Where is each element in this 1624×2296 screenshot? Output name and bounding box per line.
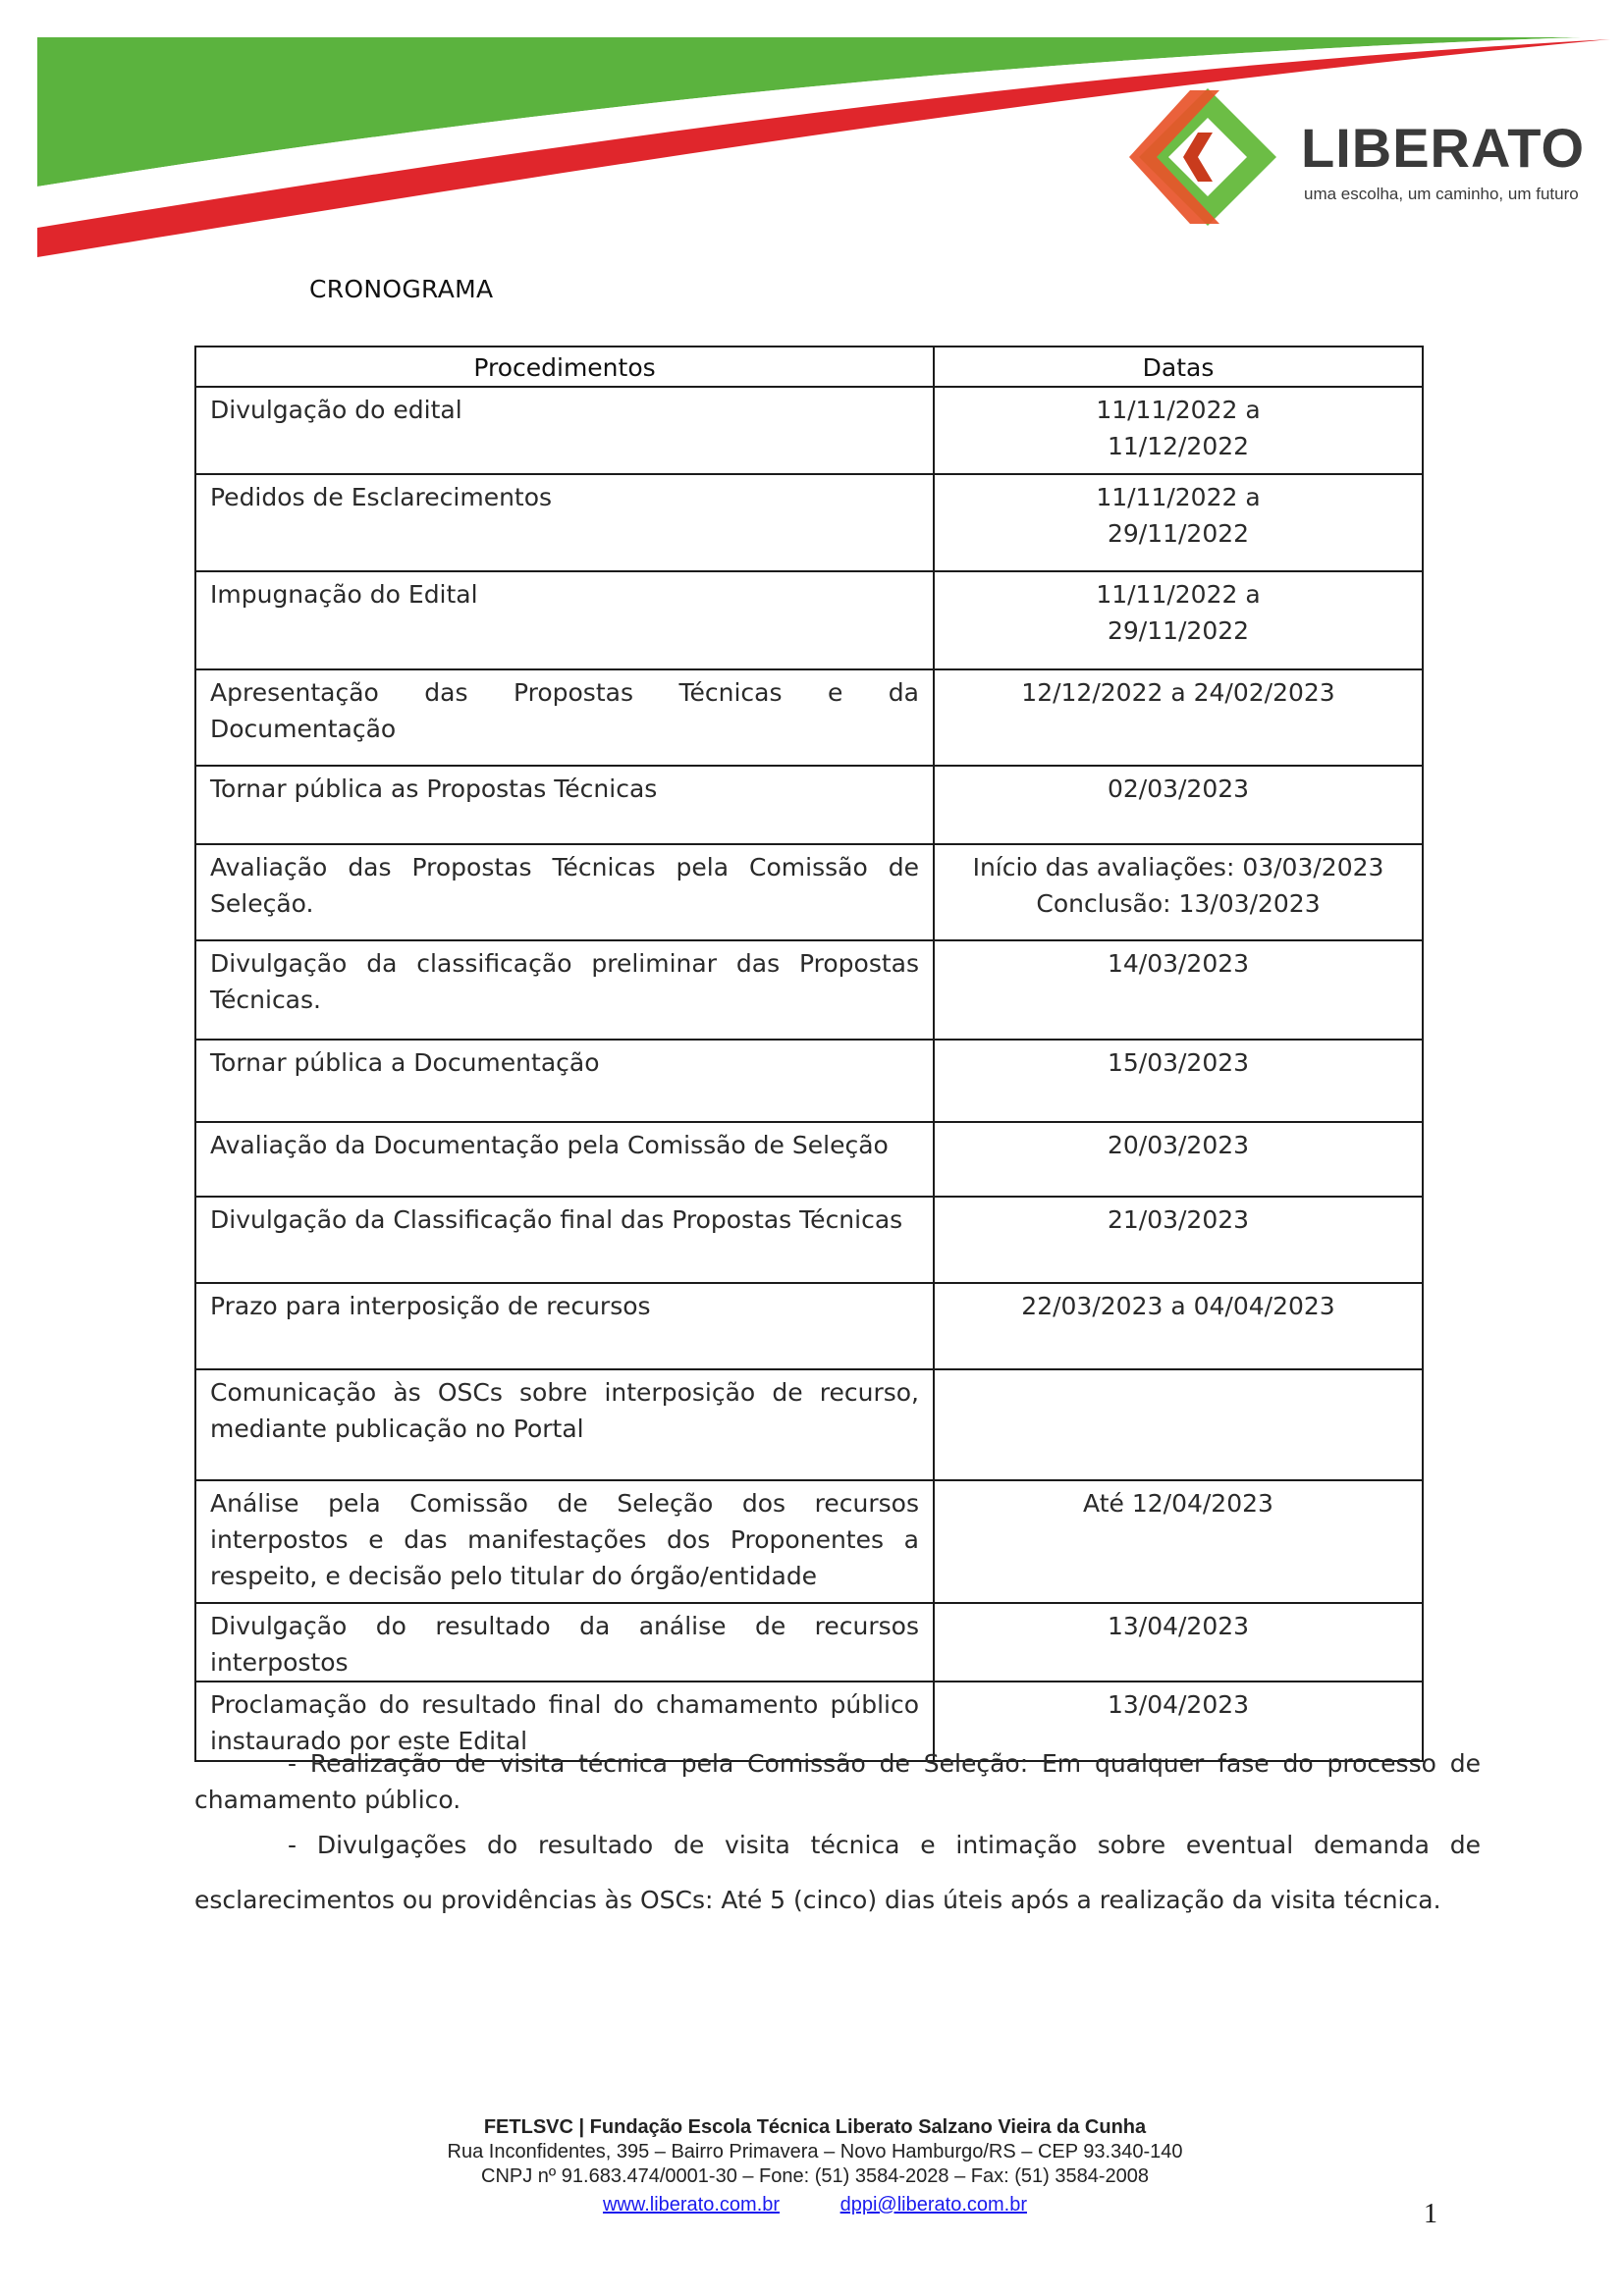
page-number: 1	[1424, 2199, 1437, 2229]
table-row	[195, 387, 1423, 474]
footer-contact: CNPJ nº 91.683.474/0001-30 – Fone: (51) 3584-2028 – Fax: (51) 3584-2008	[481, 2165, 1149, 2187]
table-row	[195, 1369, 1423, 1480]
procedure-cell: Avaliação da Documentação pela Comissão de Seleção	[195, 1122, 934, 1197]
procedure-cell: Tornar pública as Propostas Técnicas	[195, 766, 934, 844]
date-cell: 13/04/2023	[934, 1682, 1423, 1761]
procedure-cell: Comunicação às OSCs sobre interposição de recurso, mediante publicação no Portal	[195, 1369, 934, 1480]
procedure-cell: Avaliação das Propostas Técnicas pela Comissão de Seleção.	[195, 844, 934, 940]
date-cell: 21/03/2023	[934, 1197, 1423, 1283]
procedure-cell: Proclamação do resultado final do chamamento público instaurado por este Edital	[195, 1682, 934, 1761]
note-technical-visit: - Realização de visita técnica pela Comissão de Seleção: Em qualquer fase do processo de chamamento público.	[194, 1749, 1481, 1814]
date-cell: 02/03/2023	[934, 766, 1423, 844]
schedule-table	[194, 346, 1424, 1762]
procedure-cell: Tornar pública a Documentação	[195, 1040, 934, 1122]
date-cell: 22/03/2023 a 04/04/2023	[934, 1283, 1423, 1369]
table-row	[195, 1040, 1423, 1122]
date-cell: Até 12/04/2023	[934, 1480, 1423, 1603]
procedure-cell: Análise pela Comissão de Seleção dos recursos interpostos e das manifestações dos Proponentes a respeito, e decisão pelo titular do órgão/entidade	[195, 1480, 934, 1603]
table-row	[195, 1480, 1423, 1603]
table-row	[195, 940, 1423, 1040]
table-row	[195, 1197, 1423, 1283]
procedure-cell: Impugnação do Edital	[195, 571, 934, 669]
procedure-cell: Divulgação do edital	[195, 387, 934, 474]
table-row	[195, 1603, 1423, 1682]
table-row	[195, 669, 1423, 766]
table-row	[195, 571, 1423, 669]
table-row	[195, 766, 1423, 844]
date-cell: 20/03/2023	[934, 1122, 1423, 1197]
procedure-cell: Apresentação das Propostas Técnicas e da Documentação	[195, 669, 934, 766]
date-cell	[934, 1369, 1423, 1480]
liberato-logo	[1129, 79, 1591, 245]
procedure-cell: Divulgação da Classificação final das Propostas Técnicas	[195, 1197, 934, 1283]
date-cell: 12/12/2022 a 24/02/2023	[934, 669, 1423, 766]
table-row	[195, 1283, 1423, 1369]
document-title: CRONOGRAMA	[309, 275, 494, 303]
date-cell: 14/03/2023	[934, 940, 1423, 1040]
date-cell: Início das avaliações: 03/03/2023 Conclusão: 13/03/2023	[934, 844, 1423, 940]
date-cell: 15/03/2023	[934, 1040, 1423, 1122]
footer-website-link[interactable]: www.liberato.com.br	[602, 2194, 781, 2216]
header-procedures: Procedimentos	[195, 347, 934, 387]
note-visit-results: - Divulgações do resultado de visita técnica e intimação sobre eventual demanda de esclarecimentos ou providências às OSCs: Até 5 (cinco) dias úteis após a realização da visita técnica.	[194, 1831, 1481, 1914]
footer-org: FETLSVC | Fundação Escola Técnica Liberato Salzano Vieira da Cunha	[483, 2116, 1147, 2138]
procedure-cell: Divulgação do resultado da análise de recursos interpostos	[195, 1603, 934, 1682]
date-cell: 11/11/2022 a 11/12/2022	[934, 387, 1423, 474]
table-row	[195, 474, 1423, 571]
logo-name: LIBERATO	[1301, 117, 1586, 179]
date-cell: 11/11/2022 a 29/11/2022	[934, 571, 1423, 669]
table-header-row	[195, 347, 1423, 387]
footer-address: Rua Inconfidentes, 395 – Bairro Primavera – Novo Hamburgo/RS – CEP 93.340-140	[447, 2141, 1183, 2163]
procedure-cell: Pedidos de Esclarecimentos	[195, 474, 934, 571]
table-row	[195, 844, 1423, 940]
procedure-cell: Divulgação da classificação preliminar das Propostas Técnicas.	[195, 940, 934, 1040]
procedure-cell: Prazo para interposição de recursos	[195, 1283, 934, 1369]
table-row	[195, 1122, 1423, 1197]
date-cell: 11/11/2022 a 29/11/2022	[934, 474, 1423, 571]
footer	[373, 2115, 1257, 2217]
header-dates: Datas	[934, 347, 1423, 387]
date-cell: 13/04/2023	[934, 1603, 1423, 1682]
notes	[194, 1745, 1481, 1928]
logo-tagline: uma escolha, um caminho, um futuro	[1304, 185, 1579, 203]
logo-mark-icon	[1129, 79, 1286, 245]
footer-email-link[interactable]: dppi@liberato.com.br	[839, 2194, 1027, 2216]
